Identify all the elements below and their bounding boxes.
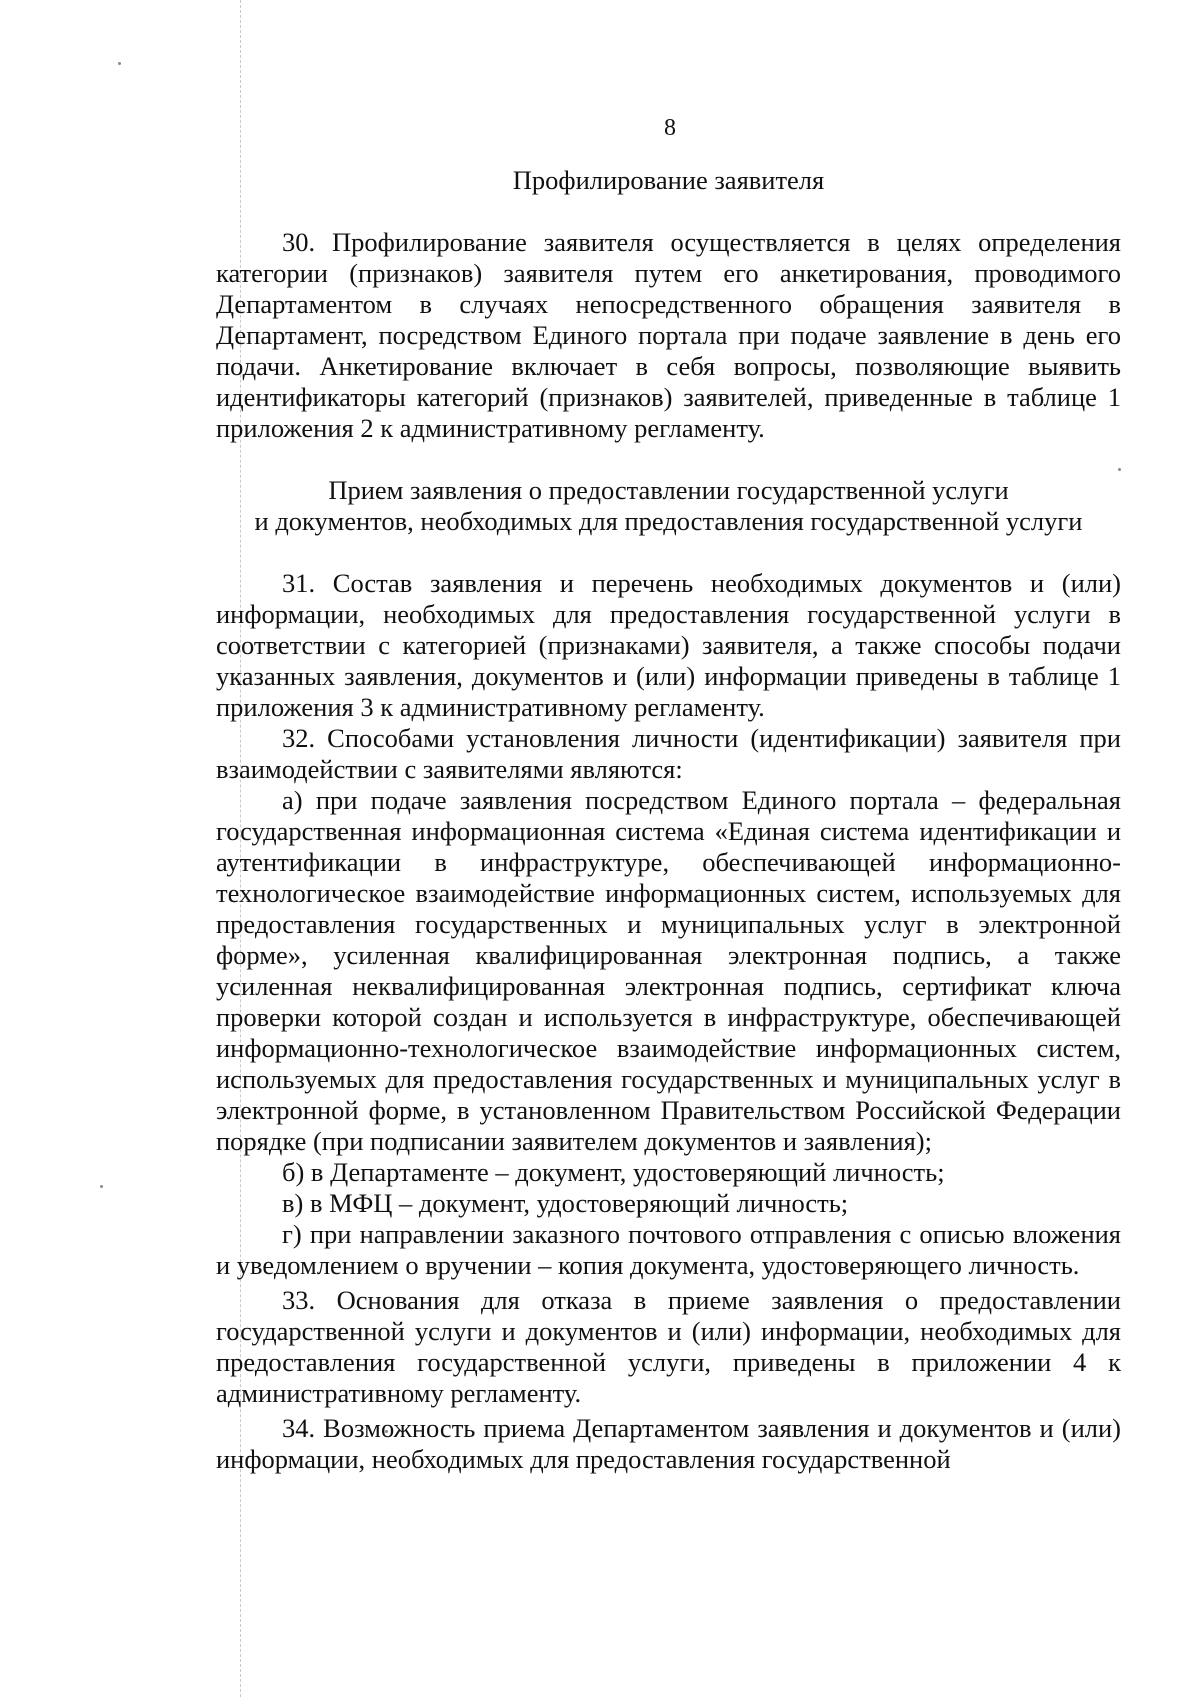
document-body	[216, 165, 1121, 1475]
paragraph-32-a: а) при подаче заявления посредством Единого портала – федеральная государственная информационная система «Единая система идентификации и аутентификации в инфраструктуре, обеспечивающей информационно-технологическое взаимодействие информационных систем, используемых для предоставления государственных и муниципальных услуг в электронной форме», усиленная квалифицированная электронная подпись, а также усиленная неквалифицированная электронная подпись, сертификат ключа проверки которой создан и используется в инфраструктуре, обеспечивающей информационно-технологическое взаимодействие информационных систем, используемых для предоставления государственных и муниципальных услуг в электронной форме, в установленном Правительством Российской Федерации порядке (при подписании заявителем документов и заявления);	[216, 785, 1121, 1156]
section-heading-line-2: и документов, необходимых для предоставления государственной услуги	[254, 506, 1083, 536]
scan-speck	[100, 1185, 103, 1188]
paragraph-30: 30. Профилирование заявителя осуществляется в целях определения категории (признаков) заявителя путем его анкетирования, проводимого Департаментом в случаях непосредственного обращения заявителя в Департамент, посредством Единого портала при подаче заявление в день его подачи. Анкетирование включает в себя вопросы, позволяющие выявить идентификаторы категорий (признаков) заявителей, приведенные в таблице 1 приложения 2 к административному регламенту.	[216, 227, 1121, 443]
section-heading-application	[216, 475, 1121, 537]
paragraph-31: 31. Состав заявления и перечень необходимых документов и (или) информации, необходимых для предоставления государственной услуги в соответствии с категорией (признаками) заявителя, а также способы подачи указанных заявления, документов и (или) информации приведены в таблице 1 приложения 3 к административному регламенту.	[216, 568, 1121, 722]
section-heading-line-1: Прием заявления о предоставлении государственной услуги	[328, 475, 1009, 505]
paragraph-32: 32. Способами установления личности (идентификации) заявителя при взаимодействии с заявителями являются:	[216, 723, 1121, 784]
page-number: 8	[664, 115, 676, 141]
section-heading-profiling: Профилирование заявителя	[512, 165, 825, 195]
paragraph-33: 33. Основания для отказа в приеме заявления о предоставлении государственной услуги и документов и (или) информации, необходимых для предоставления государственной услуги, приведены в приложении 4 к административному регламенту.	[216, 1285, 1121, 1408]
scan-speck	[118, 62, 121, 65]
paragraph-32-v: в) в МФЦ – документ, удостоверяющий личность;	[282, 1188, 849, 1218]
paragraph-34: 34. Возможность приема Департаментом заявления и документов и (или) информации, необходимых для предоставления государственной	[216, 1413, 1121, 1474]
paragraph-32-b: б) в Департаменте – документ, удостоверяющий личность;	[282, 1157, 945, 1187]
paragraph-32-g: г) при направлении заказного почтового отправления с описью вложения и уведомлением о вручении – копия документа, удостоверяющего личность.	[216, 1219, 1121, 1280]
